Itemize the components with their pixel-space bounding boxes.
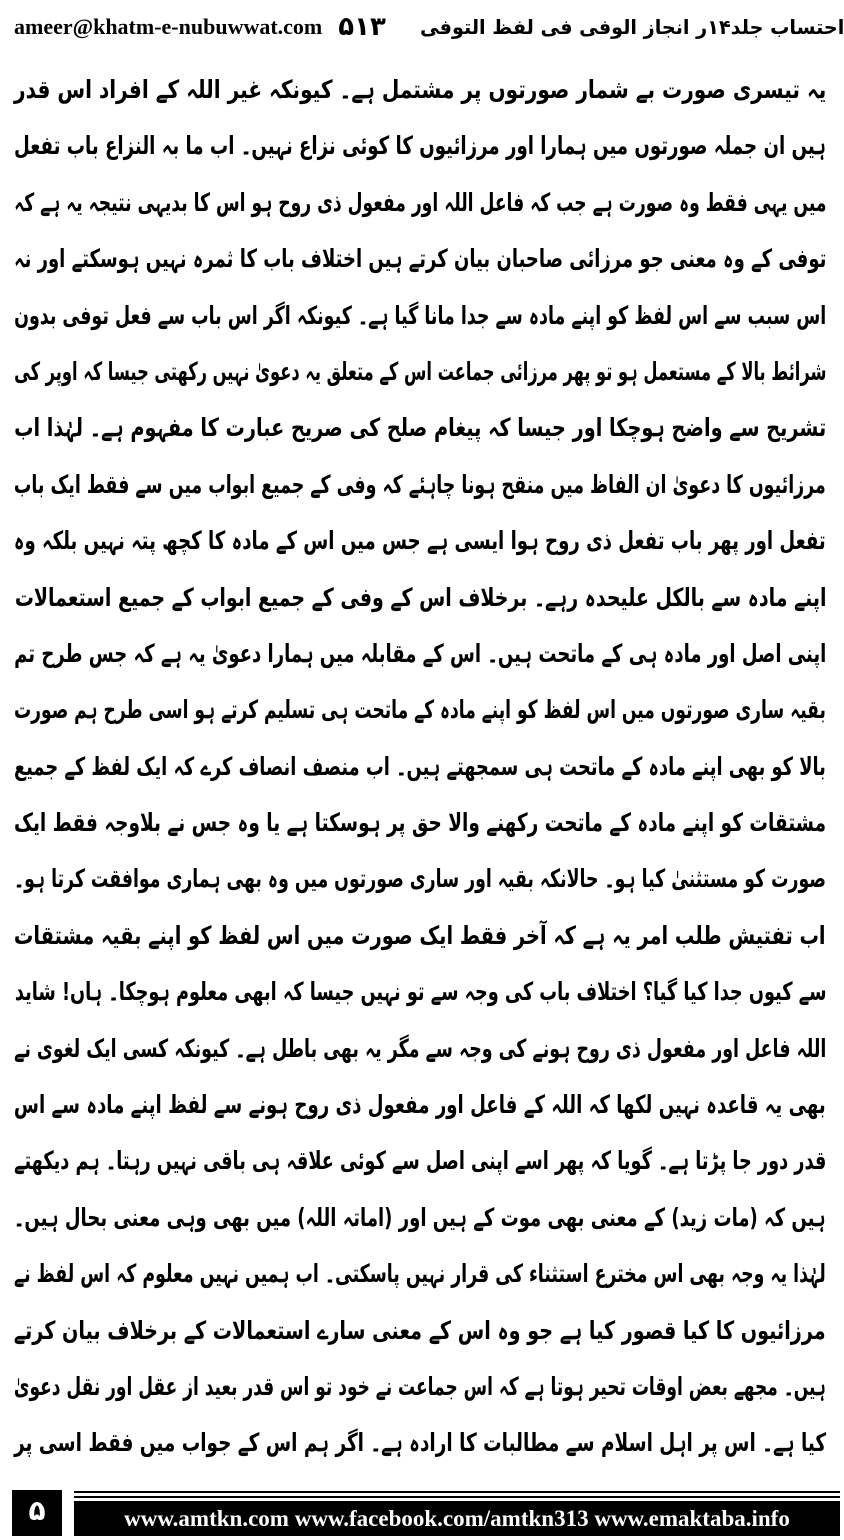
page-body-text	[14, 62, 826, 1472]
text-line-content: میں یہی فقط وہ صورت ہے جب کہ فاعل اللہ اور مفعول ذی روح ہو اس کا بدیہی نتیجہ یہ ہے کہ	[13, 187, 826, 217]
text-line	[14, 62, 826, 118]
text-line	[14, 1133, 826, 1189]
text-line	[14, 1190, 826, 1246]
text-line	[14, 964, 826, 1020]
text-line	[14, 626, 826, 682]
text-line	[14, 682, 826, 738]
text-line	[14, 908, 826, 964]
text-line	[14, 288, 826, 344]
text-line-content: تفعل اور پھر باب تفعل ذی روح ہوا ایسی ہے جس میں اس کے مادہ کا کچھ پتہ نہیں بلکہ وہ	[14, 526, 826, 556]
text-line-content: بقیہ ساری صورتوں میں اس لفظ کو اپنے مادہ کے ماتحت ہی تسلیم کرتے ہو اسی طرح ہم صورت	[14, 695, 826, 725]
text-line	[14, 513, 826, 569]
text-line-content: لہٰذا یہ وجہ بھی اس مخترع استثناء کی قرار نہیں پاسکتی۔ اب ہمیں نہیں معلوم کہ اس لفظ نے	[14, 1259, 826, 1289]
text-line-content: مرزائیوں کا دعویٰ ان الفاظ میں منقح ہونا چاہئے کہ وفی کے جمیع ابواب میں سے فقط ایک باب	[14, 469, 826, 499]
text-line-content: اپنے مادہ سے بالکل علیحدہ رہے۔ برخلاف اس کے وفی کے جمیع ابواب کے جمیع استعمالات	[14, 582, 826, 612]
text-line-content: کیا ہے۔ اس پر اہل اسلام سے مطالبات کا ارادہ ہے۔ اگر ہم اس کے جواب میں فقط اسی پر	[13, 1428, 826, 1458]
page-header	[14, 0, 844, 54]
text-line	[14, 570, 826, 626]
text-line	[14, 344, 826, 400]
footer-number: ۵	[12, 1490, 62, 1536]
text-line	[14, 1359, 826, 1415]
text-line	[14, 400, 826, 456]
footer-links: www.amtkn.com www.facebook.com/amtkn313 www.emaktaba.info	[74, 1501, 840, 1536]
page-number: ۵۱۳	[338, 12, 386, 42]
text-line	[14, 1303, 826, 1359]
text-line-content: یہ تیسری صورت بے شمار صورتوں پر مشتمل ہے۔ کیونکہ غیر اللہ کے افراد اس قدر	[13, 75, 826, 104]
text-line-content: ہیں کہ (مات زید) کے معنی بھی موت کے ہیں اور (اماتہ اللہ) میں بھی وہی معنی بحال ہیں۔	[14, 1202, 826, 1232]
text-line-content: بھی یہ قاعدہ نہیں لکھا کہ اللہ کے فاعل اور مفعول ذی روح ہونے سے لفظ اپنے مادہ سے اس	[14, 1090, 826, 1120]
footer-rule	[74, 1496, 840, 1498]
text-line-content: بالا کو بھی اپنے مادہ کے ماتحت ہی سمجھتے ہیں۔ اب منصف انصاف کرے کہ ایک لفظ کے جمیع	[14, 751, 826, 781]
text-line	[14, 851, 826, 907]
text-line	[14, 739, 826, 795]
text-line	[14, 1246, 826, 1302]
text-line-content: تشریح سے واضح ہوچکا اور جیسا کہ پیغام صلح کی صریح عبارت کا مفہوم ہے۔ لہٰذا اب	[13, 413, 826, 443]
text-line	[14, 231, 826, 287]
text-line-content: اپنی اصل اور مادہ ہی کے ماتحت ہیں۔ اس کے مقابلہ میں ہمارا دعویٰ یہ ہے کہ جس طرح تم	[13, 638, 826, 668]
book-title-wrap	[402, 15, 844, 39]
text-line	[14, 457, 826, 513]
text-line-content: قدر دور جا پڑتا ہے۔ گویا کہ پھر اسے اپنی اصل سے کوئی علاقہ ہی باقی نہیں رہتا۔ ہم دیکھتے	[13, 1146, 826, 1176]
text-line	[14, 1021, 826, 1077]
footer-rule	[74, 1491, 840, 1493]
text-line	[14, 175, 826, 231]
page-footer	[12, 1490, 840, 1536]
book-title: احتساب جلد۱۴ر انجاز الوفی فی لفظ التوفی	[419, 15, 844, 39]
text-line-content: توفی کے وہ معنی جو مرزائی صاحبان بیان کرتے ہیں اختلاف باب کا ثمرہ نہیں ہوسکتے اور نہ	[13, 244, 826, 274]
text-line-content: ہیں ان جملہ صورتوں میں ہمارا اور مرزائیوں کا کوئی نزاع نہیں۔ اب ما بہ النزاع باب تفعل	[14, 131, 826, 161]
text-line-content: سے کیوں جدا کیا گیا؟ اختلاف باب کی وجہ سے تو نہیں جیسا کہ ابھی معلوم ہوچکا۔ ہاں! شاید	[14, 977, 826, 1007]
text-line-content: ہیں۔ مجھے بعض اوقات تحیر ہوتا ہے کہ اس جماعت نے خود تو اس قدر بعید از عقل اور نقل دعویٰ	[14, 1371, 826, 1401]
text-line-content: اب تفتیش طلب امر یہ ہے کہ آخر فقط ایک صورت میں اس لفظ کو اپنے بقیہ مشتقات	[14, 920, 826, 950]
text-line-content: اس سبب سے اس لفظ کو اپنے مادہ سے جدا مانا گیا ہے۔ کیونکہ اگر اس باب سے فعل توفی بدون	[13, 300, 826, 330]
header-email: ameer@khatm-e-nubuwwat.com	[14, 14, 323, 39]
text-line-content: مرزائیوں کا کیا قصور کیا ہے جو وہ اس کے معنی سارے استعمالات کے برخلاف بیان کرتے	[14, 1315, 826, 1345]
text-line-content: صورت کو مستثنیٰ کیا ہو۔ حالانکہ بقیہ اور ساری صورتوں میں وہ بھی ہماری موافقت کرتا ہو۔	[13, 864, 826, 894]
header-left	[14, 12, 386, 42]
text-line	[14, 1415, 826, 1471]
text-line-content: شرائط بالا کے مستعمل ہو تو پھر مرزائی جماعت اس کے متعلق یہ دعویٰ نہیں رکھتی جیسا کہ اوپر کی	[13, 356, 826, 386]
text-line	[14, 1077, 826, 1133]
text-line	[14, 118, 826, 174]
text-line-content: مشتقات کو اپنے مادہ کے ماتحت رکھنے والا حق پر ہوسکتا ہے یا وہ جس نے بلاوجہ فقط ایک	[13, 808, 826, 838]
text-line-content: اللہ فاعل اور مفعول ذی روح ہونے کی وجہ سے مگر یہ بھی باطل ہے۔ کیونکہ کسی ایک لغوی نے	[13, 1033, 826, 1063]
text-line	[14, 795, 826, 851]
